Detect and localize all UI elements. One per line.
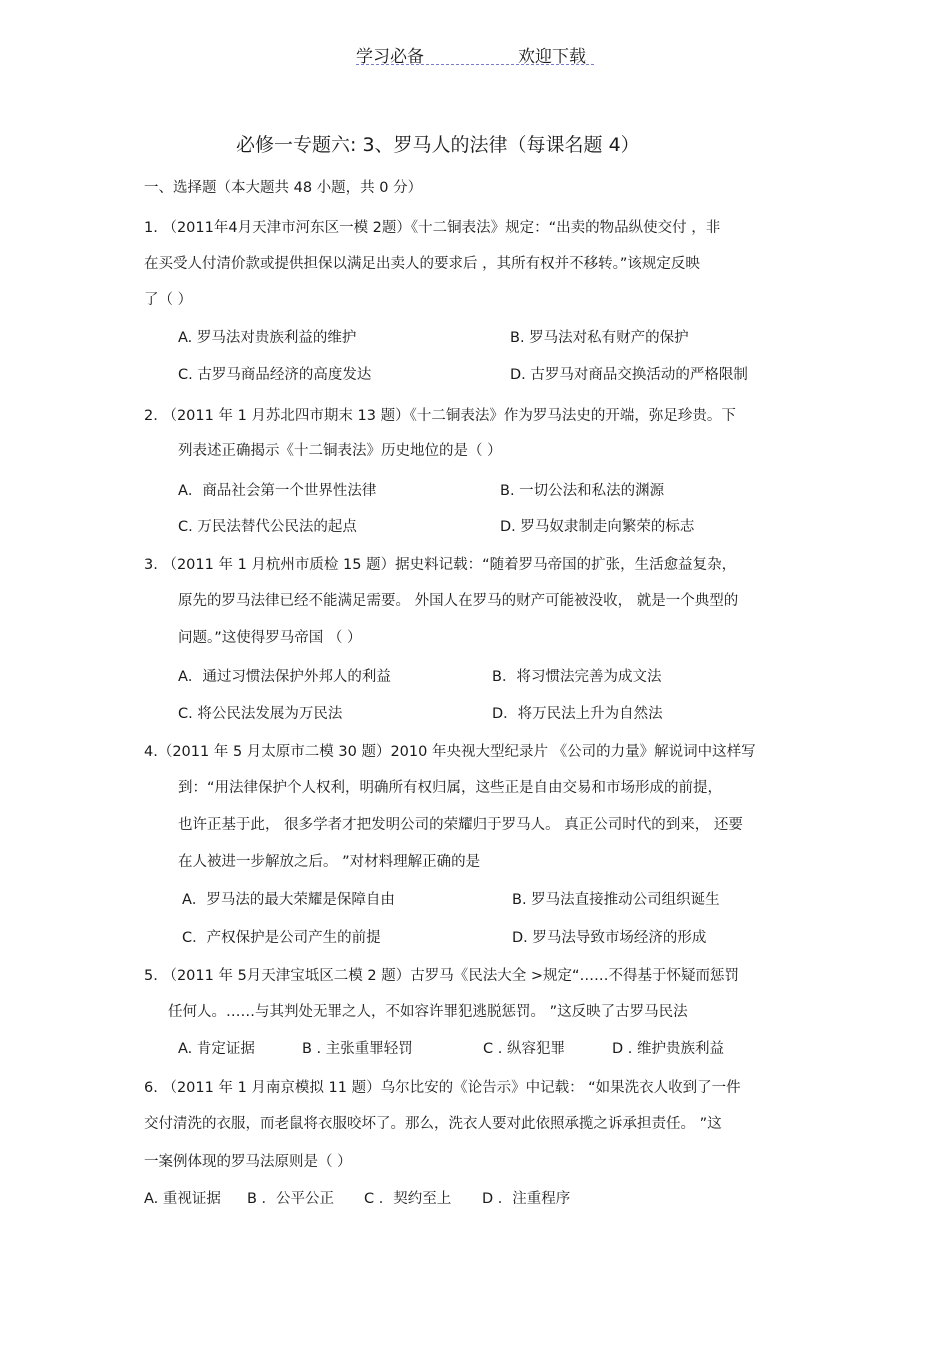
- q2-option-c: C. 万民法替代公民法的起点: [178, 519, 357, 535]
- q4-line-3: 也许正基于此， 很多学者才把发明公司的荣耀归于罗马人。 真正公司时代的到来， 还要: [178, 817, 743, 833]
- q3-option-d: D．将万民法上升为自然法: [492, 706, 663, 722]
- q1-option-c: C. 古罗马商品经济的高度发达: [178, 367, 372, 383]
- q2-line-1: 2. （2011 年 1 月苏北四市期末 13 题）《十二铜表法》作为罗马法史的开端，弥足珍贵。下: [144, 408, 736, 424]
- q4-option-d: D. 罗马法导致市场经济的形成: [512, 930, 707, 946]
- q5-line-1: 5. （2011 年 5月天津宝坻区二模 2 题）古罗马《民法大全 >规定“……不得基于怀疑而惩罚: [144, 968, 739, 984]
- header-right: 欢迎下载: [518, 47, 586, 67]
- q1-option-d: D. 古罗马对商品交换活动的严格限制: [510, 367, 748, 383]
- q1-option-b: B. 罗马法对私有财产的保护: [510, 330, 689, 346]
- q4-line-2: 到：“用法律保护个人权利，明确所有权归属，这些正是自由交易和市场形成的前提，: [178, 780, 723, 796]
- q2-option-a: A．商品社会第一个世界性法律: [178, 483, 377, 499]
- q1-line-1: 1. （2011年4月天津市河东区一模 2题）《十二铜表法》规定：“出卖的物品纵使交付 ，非: [144, 220, 721, 236]
- q1-option-a: A. 罗马法对贵族利益的维护: [178, 330, 357, 346]
- q1-line-2: 在买受人付清价款或提供担保以满足出卖人的要求后 ，其所有权并不移转。”该规定反映: [144, 256, 700, 272]
- header-left: 学习必备: [356, 47, 424, 67]
- q3-line-3: 问题。”这使得罗马帝国 （ ）: [178, 630, 362, 646]
- q6-line-1: 6. （2011 年 1 月南京模拟 11 题）乌尔比安的《论告示》中记载： “如果洗衣人收到了一件: [144, 1080, 741, 1096]
- q5-option-b: B . 主张重罪轻罚: [302, 1041, 413, 1057]
- q5-option-d: D . 维护贵族利益: [612, 1041, 724, 1057]
- q5-line-2: 任何人。……与其判处无罪之人，不如容许罪犯逃脱惩罚。 ”这反映了古罗马民法: [168, 1004, 688, 1020]
- q4-option-b: B. 罗马法直接推动公司组织诞生: [512, 892, 720, 908]
- q6-option-c: C ．契约至上: [364, 1191, 452, 1207]
- q3-option-a: A．通过习惯法保护外邦人的利益: [178, 669, 391, 685]
- q5-option-c: C . 纵容犯罪: [483, 1041, 565, 1057]
- document-title: 必修一专题六: 3、罗马人的法律（每课名题 4）: [236, 134, 640, 156]
- q5-option-a: A. 肯定证据: [178, 1041, 255, 1057]
- q3-option-b: B．将习惯法完善为成文法: [492, 669, 662, 685]
- q6-line-3: 一案例体现的罗马法原则是（ ）: [144, 1154, 352, 1170]
- q2-option-b: B. 一切公法和私法的渊源: [500, 483, 665, 499]
- q3-line-2: 原先的罗马法律已经不能满足需要。 外国人在罗马的财产可能被没收， 就是一个典型的: [178, 593, 739, 609]
- q6-option-d: D ．注重程序: [482, 1191, 571, 1207]
- q4-option-c: C．产权保护是公司产生的前提: [182, 930, 381, 946]
- q4-option-a: A．罗马法的最大荣耀是保障自由: [182, 892, 395, 908]
- q1-line-3: 了（ ）: [144, 292, 193, 308]
- section-heading: 一、选择题（本大题共 48 小题，共 0 分）: [144, 180, 423, 196]
- q3-line-1: 3. （2011 年 1 月杭州市质检 15 题）据史料记载：“随着罗马帝国的扩张，生活愈益复杂，: [144, 557, 737, 573]
- q2-line-2: 列表述正确揭示《十二铜表法》历史地位的是（ ）: [178, 443, 502, 459]
- q4-line-1: 4.（2011 年 5 月太原市二模 30 题）2010 年央视大型纪录片 《公司的力量》解说词中这样写: [144, 744, 756, 760]
- q6-option-b: B ．公平公正: [247, 1191, 335, 1207]
- q2-option-d: D. 罗马奴隶制走向繁荣的标志: [500, 519, 695, 535]
- q6-line-2: 交付清洗的衣服，而老鼠将衣服咬坏了。那么，洗衣人要对此依照承揽之诉承担责任。 ”这: [144, 1116, 722, 1132]
- page-header: [356, 42, 594, 65]
- q6-option-a: A. 重视证据: [144, 1191, 221, 1207]
- q3-option-c: C. 将公民法发展为万民法: [178, 706, 343, 722]
- q4-line-4: 在人被进一步解放之后。 ”对材料理解正确的是: [178, 854, 481, 870]
